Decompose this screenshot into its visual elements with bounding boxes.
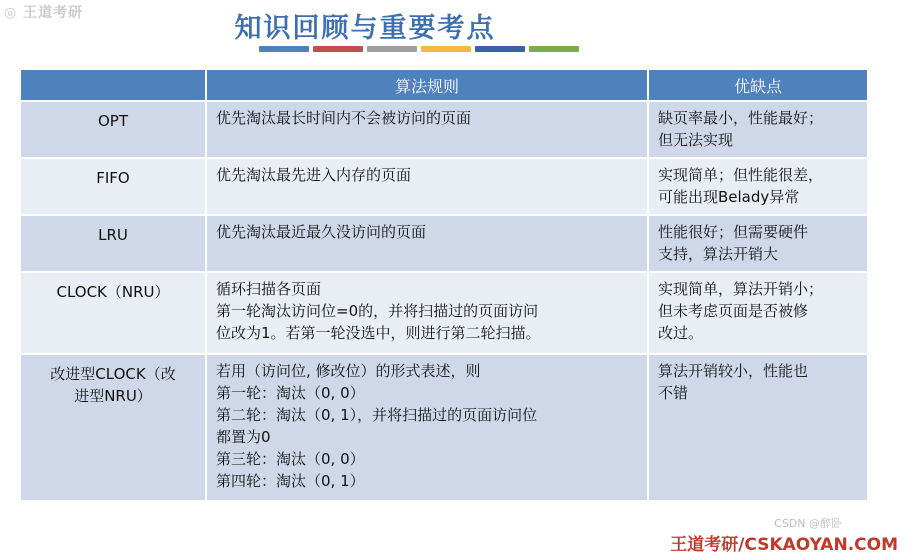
pros-cons xyxy=(648,101,868,158)
decorative-color-bars xyxy=(259,46,579,52)
logo-watermark: ◎ 王道考研 xyxy=(4,5,84,21)
page-title: 知识回顾与重要考点 xyxy=(234,13,496,44)
pros-cons-line: 但未考虑页面是否被修 xyxy=(658,302,809,320)
color-bar-3 xyxy=(421,46,471,52)
rule-line: 优先淘汰最长时间内不会被访问的页面 xyxy=(216,109,472,127)
pros-cons-line: 缺页率最小，性能最好； xyxy=(658,109,824,127)
rule-line: 优先淘汰最近最久没访问的页面 xyxy=(216,223,427,241)
rule-line: 第二轮：淘汰（0, 1），并将扫描过的页面访问位 xyxy=(216,406,538,424)
algorithm-rule xyxy=(206,354,648,501)
header-pros-cons: 优缺点 xyxy=(648,70,868,101)
color-bar-1 xyxy=(313,46,363,52)
color-bar-0 xyxy=(259,46,309,52)
rule-line: 循环扫描各页面 xyxy=(216,280,322,298)
pros-cons-line: 实现简单；但性能很差， xyxy=(658,166,824,184)
table-row xyxy=(21,354,868,501)
pros-cons xyxy=(648,158,868,215)
algorithm-name-part: 进型NRU） xyxy=(74,387,152,405)
rule-line: 都置为0 xyxy=(216,428,271,446)
pros-cons-line: 可能出现Belady异常 xyxy=(658,188,800,206)
pros-cons-line: 改过。 xyxy=(658,324,704,342)
header-rule: 算法规则 xyxy=(206,70,648,101)
pros-cons-line: 性能很好；但需要硬件 xyxy=(658,223,809,241)
color-bar-4 xyxy=(475,46,525,52)
pros-cons xyxy=(648,354,868,501)
table-row xyxy=(21,215,868,272)
rule-line: 第一轮：淘汰（0, 0） xyxy=(216,384,365,402)
pros-cons-line: 支持，算法开销大 xyxy=(658,245,779,263)
color-bar-5 xyxy=(529,46,579,52)
rule-line: 第四轮：淘汰（0, 1） xyxy=(216,472,365,490)
pros-cons-line: 但无法实现 xyxy=(658,131,734,149)
algorithm-name-part: 改进型CLOCK（改 xyxy=(50,365,176,383)
algorithm-rule xyxy=(206,101,648,158)
pros-cons-line: 实现简单，算法开销小； xyxy=(658,280,824,298)
table-row xyxy=(21,158,868,215)
color-bar-2 xyxy=(367,46,417,52)
pros-cons-line: 算法开销较小，性能也 xyxy=(658,362,809,380)
algorithm-rule xyxy=(206,215,648,272)
rule-line: 第一轮淘汰访问位=0的，并将扫描过的页面访问 xyxy=(216,302,539,320)
csdn-watermark: CSDN @醉卧 xyxy=(774,517,842,530)
rule-line: 位改为1。若第一轮没选中，则进行第二轮扫描。 xyxy=(216,324,541,342)
pros-cons xyxy=(648,215,868,272)
pros-cons xyxy=(648,272,868,354)
algorithm-name: OPT xyxy=(21,101,206,158)
rule-line: 优先淘汰最先进入内存的页面 xyxy=(216,166,412,184)
page-replacement-table xyxy=(21,70,869,502)
algorithm-name: CLOCK（NRU） xyxy=(21,272,206,354)
brand-footer: 王道考研/CSKAOYAN.COM xyxy=(670,535,898,555)
table-row xyxy=(21,101,868,158)
algorithm-name: FIFO xyxy=(21,158,206,215)
table-header-row xyxy=(21,70,868,101)
header-algorithm xyxy=(21,70,206,101)
table-row xyxy=(21,272,868,354)
rule-line: 第三轮：淘汰（0, 0） xyxy=(216,450,365,468)
rule-line: 若用（访问位, 修改位）的形式表述，则 xyxy=(216,362,481,380)
algorithm-name: LRU xyxy=(21,215,206,272)
pros-cons-line: 不错 xyxy=(658,384,689,402)
algorithm-rule xyxy=(206,158,648,215)
algorithm-name xyxy=(21,354,206,501)
algorithm-rule xyxy=(206,272,648,354)
